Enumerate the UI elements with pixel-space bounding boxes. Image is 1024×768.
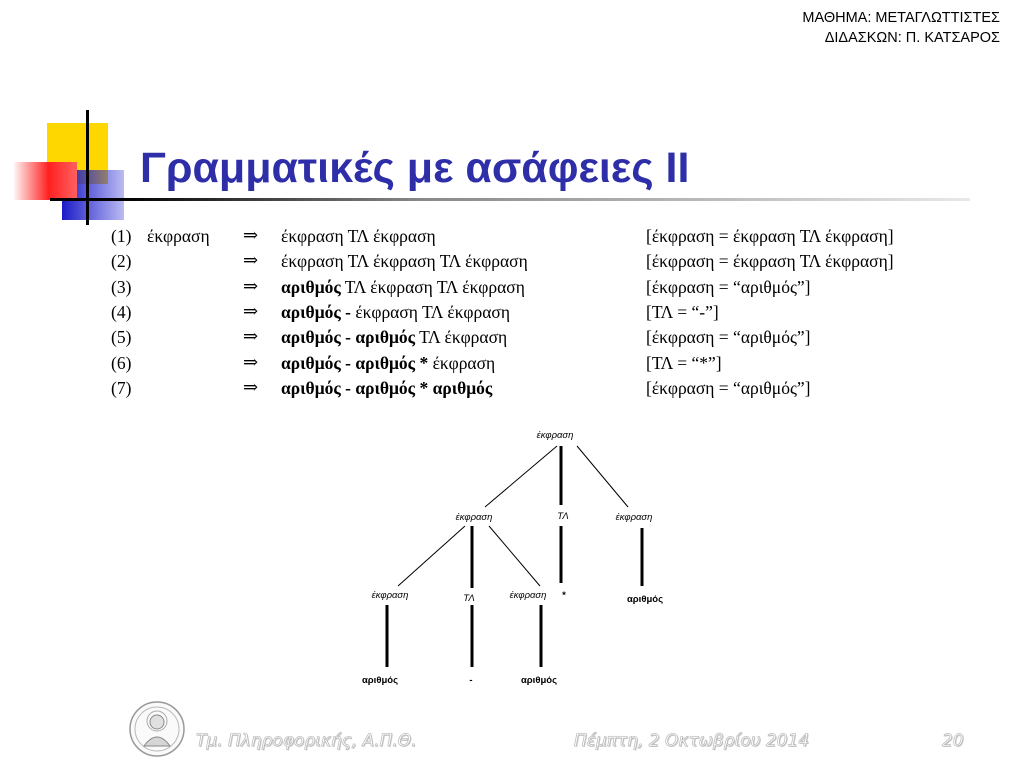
rule-applied: [έκφραση = έκφραση ΤΛ έκφραση] [646,226,894,246]
rule-applied: [έκφραση = “αριθμός”] [646,327,811,348]
rule-applied: [έκφραση = “αριθμός”] [646,377,811,398]
nonterminal-text: ΤΛ έκφραση [415,327,508,348]
derives-arrow: ⇒ [243,250,259,272]
step-number: (3) [111,276,132,297]
nonterminal-text: ΤΛ έκφραση ΤΛ έκφραση [340,276,525,297]
university-seal-icon [128,700,186,758]
footer-department: Τμ. Πληροφορικής, Α.Π.Θ. [196,731,417,751]
nonterminal-text: έκφραση ΤΛ έκφραση ΤΛ έκφραση [281,251,528,272]
tree-node-root: έκφραση [536,430,574,441]
step-number: (5) [111,327,132,348]
course-name: ΜΑΘΗΜΑ: ΜΕΤΑΓΛΩΤΤΙΣΤΕΣ [802,10,1000,26]
page-number: 20 [942,731,964,751]
tree-leaf-number-2: αριθμός [520,675,558,686]
tree-leaf-number-1: αριθμός [361,675,399,686]
derives-arrow: ⇒ [243,225,259,246]
terminal-text: αριθμός [281,276,341,297]
nonterminal-text: έκφραση ΤΛ έκφραση [350,301,510,322]
step-number: (6) [111,352,132,373]
tree-edge [489,526,540,586]
terminal-text: αριθμός - [281,301,351,322]
tree-node-op: ΤΛ [557,511,569,522]
nonterminal-text: έκφραση [428,352,496,373]
terminal-text: αριθμός - αριθμός * [281,352,429,373]
tree-leaf-number-right: αριθμός [626,594,664,605]
nonterminal-text: έκφραση ΤΛ έκφραση [281,226,436,246]
derives-arrow: ⇒ [243,300,259,322]
derives-arrow: ⇒ [243,351,259,373]
tree-node-expr-right: έκφραση [615,512,653,523]
step-number: (2) [111,251,132,272]
rule-applied: [ΤΛ = “*”] [646,352,722,373]
step-number: (1) [111,226,132,246]
terminal-text: αριθμός - αριθμός * αριθμός [281,377,493,398]
tree-node-expr-left: έκφραση [455,512,493,523]
rule-applied: [έκφραση = έκφραση ΤΛ έκφραση] [646,251,894,272]
tree-edge [485,446,557,507]
tree-edge [577,446,628,507]
tree-node-expr-lr: έκφραση [509,590,547,601]
tree-node-expr-ll: έκφραση [371,590,409,601]
derives-arrow: ⇒ [243,275,259,297]
step-number: (7) [111,377,132,398]
tree-edge [398,526,465,586]
terminal-text: αριθμός - αριθμός [281,327,416,348]
slide-title: Γραμματικές με ασάφειες ΙΙ [140,144,690,192]
start-symbol: έκφραση [147,226,210,246]
rule-applied: [έκφραση = “αριθμός”] [646,276,811,297]
derives-arrow: ⇒ [243,376,259,398]
tree-leaf-minus: - [469,675,473,686]
tree-leaf-star: * [562,590,566,601]
instructor-name: ΔΙΔΑΣΚΩΝ: Π. ΚΑΤΣΑΡΟΣ [824,30,1000,46]
step-number: (4) [111,301,132,322]
tree-node-op-l: ΤΛ [463,593,475,604]
footer-date: Πέμπτη, 2 Οκτωβρίου 2014 [574,731,810,751]
rule-applied: [ΤΛ = “-”] [646,301,719,322]
derives-arrow: ⇒ [243,326,259,348]
